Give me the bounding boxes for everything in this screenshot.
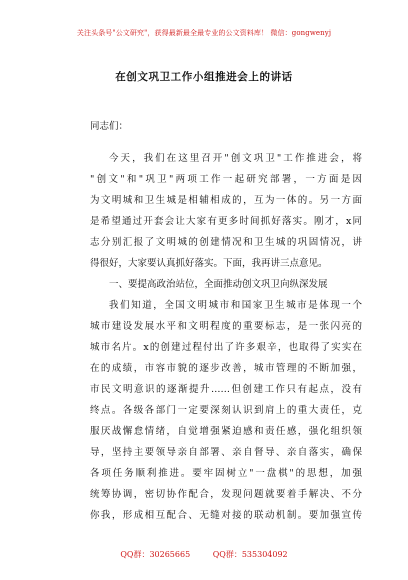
section-heading: 一、要提高政治站位，全面推动创文巩卫向纵深发展 [109, 279, 328, 290]
paragraph-line: 志分别汇报了文明城的创建情况和卫生城的巩固情况，讲 [90, 237, 362, 248]
paragraph-line: 服厌战懈怠情绪，自觉增强紧迫感和责任感，强化组织领 [90, 426, 362, 437]
document-title: 在创文巩卫工作小组推进会上的讲话 [115, 71, 293, 83]
paragraph-line: "创文"和"巩卫"两项工作一起研究部署，一方面是因 [90, 174, 362, 185]
bottom-banner [0, 549, 408, 560]
paragraph-line: 各项任务顺利推进。要牢固树立"一盘棋"的思想，加强 [90, 468, 362, 479]
top-banner: 关注头条号"公文研究"，获得最新最全最专业的公文资料库！ 微信：gongwenyj [76, 29, 332, 37]
paragraph-line: 我们知道，全国文明城市和国家卫生城市是体现一个 [109, 300, 362, 311]
qq-group-1: QQ群：30265665 [120, 550, 191, 559]
paragraph-line: 在的成绩，市容市貌的逐步改善，城市管理的不断加强， [90, 363, 362, 374]
paragraph-line: 终点。各级各部门一定要深刻认识到肩上的重大责任，克 [90, 405, 362, 416]
paragraph-line: 市民文明意识的逐渐提升……但创建工作只有起点，没有 [90, 384, 362, 395]
qq-group-2: QQ群：535304092 [212, 550, 288, 559]
paragraph-line: 为文明城和卫生城是相辅相成的，互为一体的。另一方面 [90, 195, 362, 206]
paragraph-line: 你我，形成相互配合、无缝对接的联动机制。要加强宣传 [90, 510, 362, 521]
paragraph-line: 是希望通过开套会让大家有更多时间抓好落实。刚才，x同 [90, 216, 362, 227]
paragraph-line: 今天，我们在这里召开"创文巩卫"工作推进会，将 [109, 153, 362, 164]
paragraph-line: 得很好，大家要认真抓好落实。下面，我再讲三点意见。 [90, 258, 328, 269]
document-body [90, 116, 362, 526]
paragraph-line: 导，坚持主要领导亲自部署、亲自督导、亲自落实，确保 [90, 447, 362, 458]
salutation-line: 同志们： [90, 121, 129, 132]
paragraph-line: 统筹协调，密切协作配合，发现问题就要着手解决、不分 [90, 489, 362, 500]
paragraph-line: 城市建设发展水平和文明程度的重要标志，是一张闪亮的 [90, 321, 362, 332]
paragraph-line: 城市名片。x的创建过程付出了许多艰辛，也取得了实实在 [90, 342, 362, 353]
